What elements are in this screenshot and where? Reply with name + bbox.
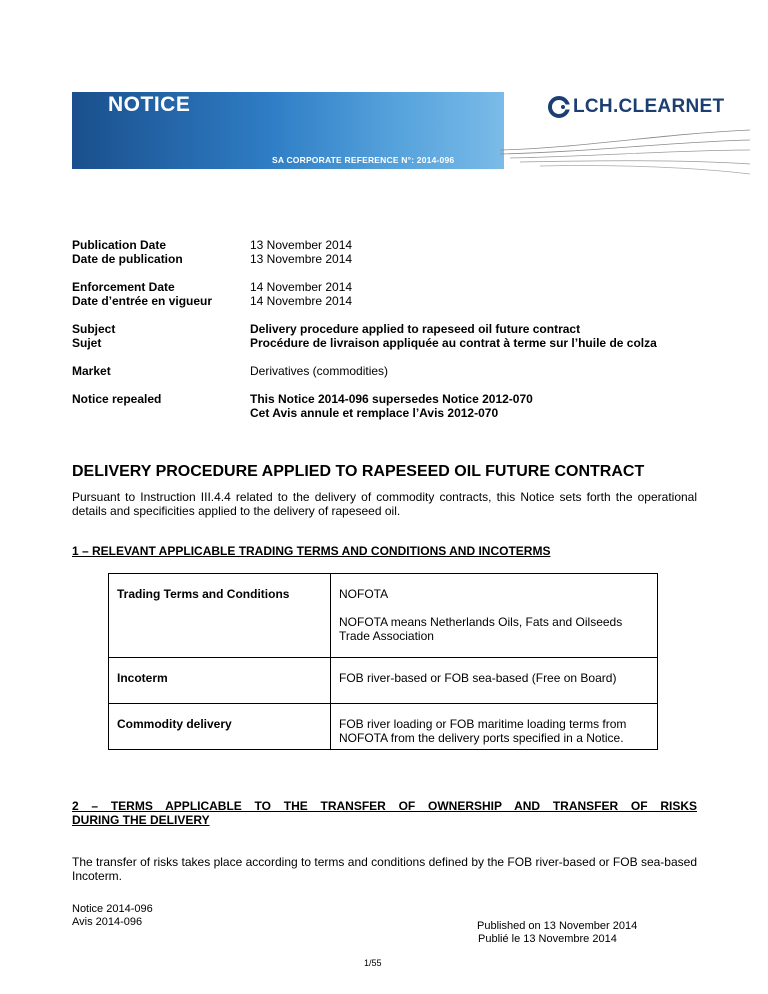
terms-table bbox=[108, 573, 658, 750]
publication-date-value: 13 November 2014 13 Novembre 2014 bbox=[250, 238, 353, 266]
subject-value: Delivery procedure applied to rapeseed oil future contract Procédure de livraison appliquée au contrat à terme sur l’huile de colza bbox=[250, 322, 657, 350]
market-row bbox=[72, 364, 697, 378]
document-title: DELIVERY PROCEDURE APPLIED TO RAPESEED OIL FUTURE CONTRACT bbox=[72, 463, 645, 480]
table-cell-value: FOB river loading or FOB maritime loading terms from NOFOTA from the delivery ports specified in a Notice. bbox=[331, 704, 658, 750]
table-cell-label: Incoterm bbox=[109, 658, 331, 704]
decorative-swooshes bbox=[500, 120, 750, 175]
enforcement-date-row bbox=[72, 280, 697, 308]
market-label: Market bbox=[72, 364, 111, 378]
lch-logo-icon bbox=[548, 96, 570, 118]
enforcement-date-label: Enforcement Date Date d’entrée en vigueur bbox=[72, 280, 213, 308]
section-1-heading: 1 – RELEVANT APPLICABLE TRADING TERMS AND CONDITIONS AND INCOTERMS bbox=[72, 544, 551, 558]
table-cell-value: NOFOTA NOFOTA means Netherlands Oils, Fats and Oilseeds Trade Association bbox=[331, 574, 658, 658]
table-cell-label: Trading Terms and Conditions bbox=[109, 574, 331, 658]
notice-title: NOTICE bbox=[108, 93, 191, 116]
intro-paragraph: Pursuant to Instruction III.4.4 related to the delivery of commodity contracts, this Notice sets forth the operational details and specificities applied to the delivery of rapeseed oil. bbox=[72, 490, 697, 518]
notice-repealed-label: Notice repealed bbox=[72, 392, 162, 406]
market-value: Derivatives (commodities) bbox=[250, 364, 389, 378]
section-2-paragraph: The transfer of risks takes place according to terms and conditions defined by the FOB river-based or FOB sea-based Incoterm. bbox=[72, 855, 697, 883]
notice-repealed-row bbox=[72, 392, 697, 420]
table-row bbox=[109, 704, 658, 750]
logo-text: LCH.CLEARNET bbox=[573, 96, 725, 117]
table-row bbox=[109, 658, 658, 704]
notice-repealed-value: This Notice 2014-096 supersedes Notice 2012-070 Cet Avis annule et remplace l’Avis 2012-070 bbox=[250, 392, 533, 420]
table-cell-label: Commodity delivery bbox=[109, 704, 331, 750]
table-cell-value: FOB river-based or FOB sea-based (Free on Board) bbox=[331, 658, 658, 704]
lch-clearnet-logo bbox=[548, 96, 724, 118]
corporate-reference: SA CORPORATE REFERENCE N°: 2014-096 bbox=[272, 155, 455, 165]
footer-notice-reference: Notice 2014-096 Avis 2014-096 bbox=[72, 903, 153, 928]
section-2-heading-line2: DURING THE DELIVERY bbox=[72, 813, 210, 827]
enforcement-date-value: 14 November 2014 14 Novembre 2014 bbox=[250, 280, 353, 308]
publication-date-label: Publication Date Date de publication bbox=[72, 238, 183, 266]
publication-date-row bbox=[72, 238, 697, 266]
notice-info bbox=[72, 238, 697, 434]
page-number: 1/55 bbox=[364, 958, 382, 968]
section-2-heading-line1: 2 – TERMS APPLICABLE TO THE TRANSFER OF OWNERSHIP AND TRANSFER OF RISKS bbox=[72, 799, 697, 813]
subject-row bbox=[72, 322, 697, 350]
subject-label: Subject Sujet bbox=[72, 322, 116, 350]
table-row bbox=[109, 574, 658, 658]
footer-publication: Published on 13 November 2014 Publié le 13 Novembre 2014 bbox=[477, 920, 638, 945]
